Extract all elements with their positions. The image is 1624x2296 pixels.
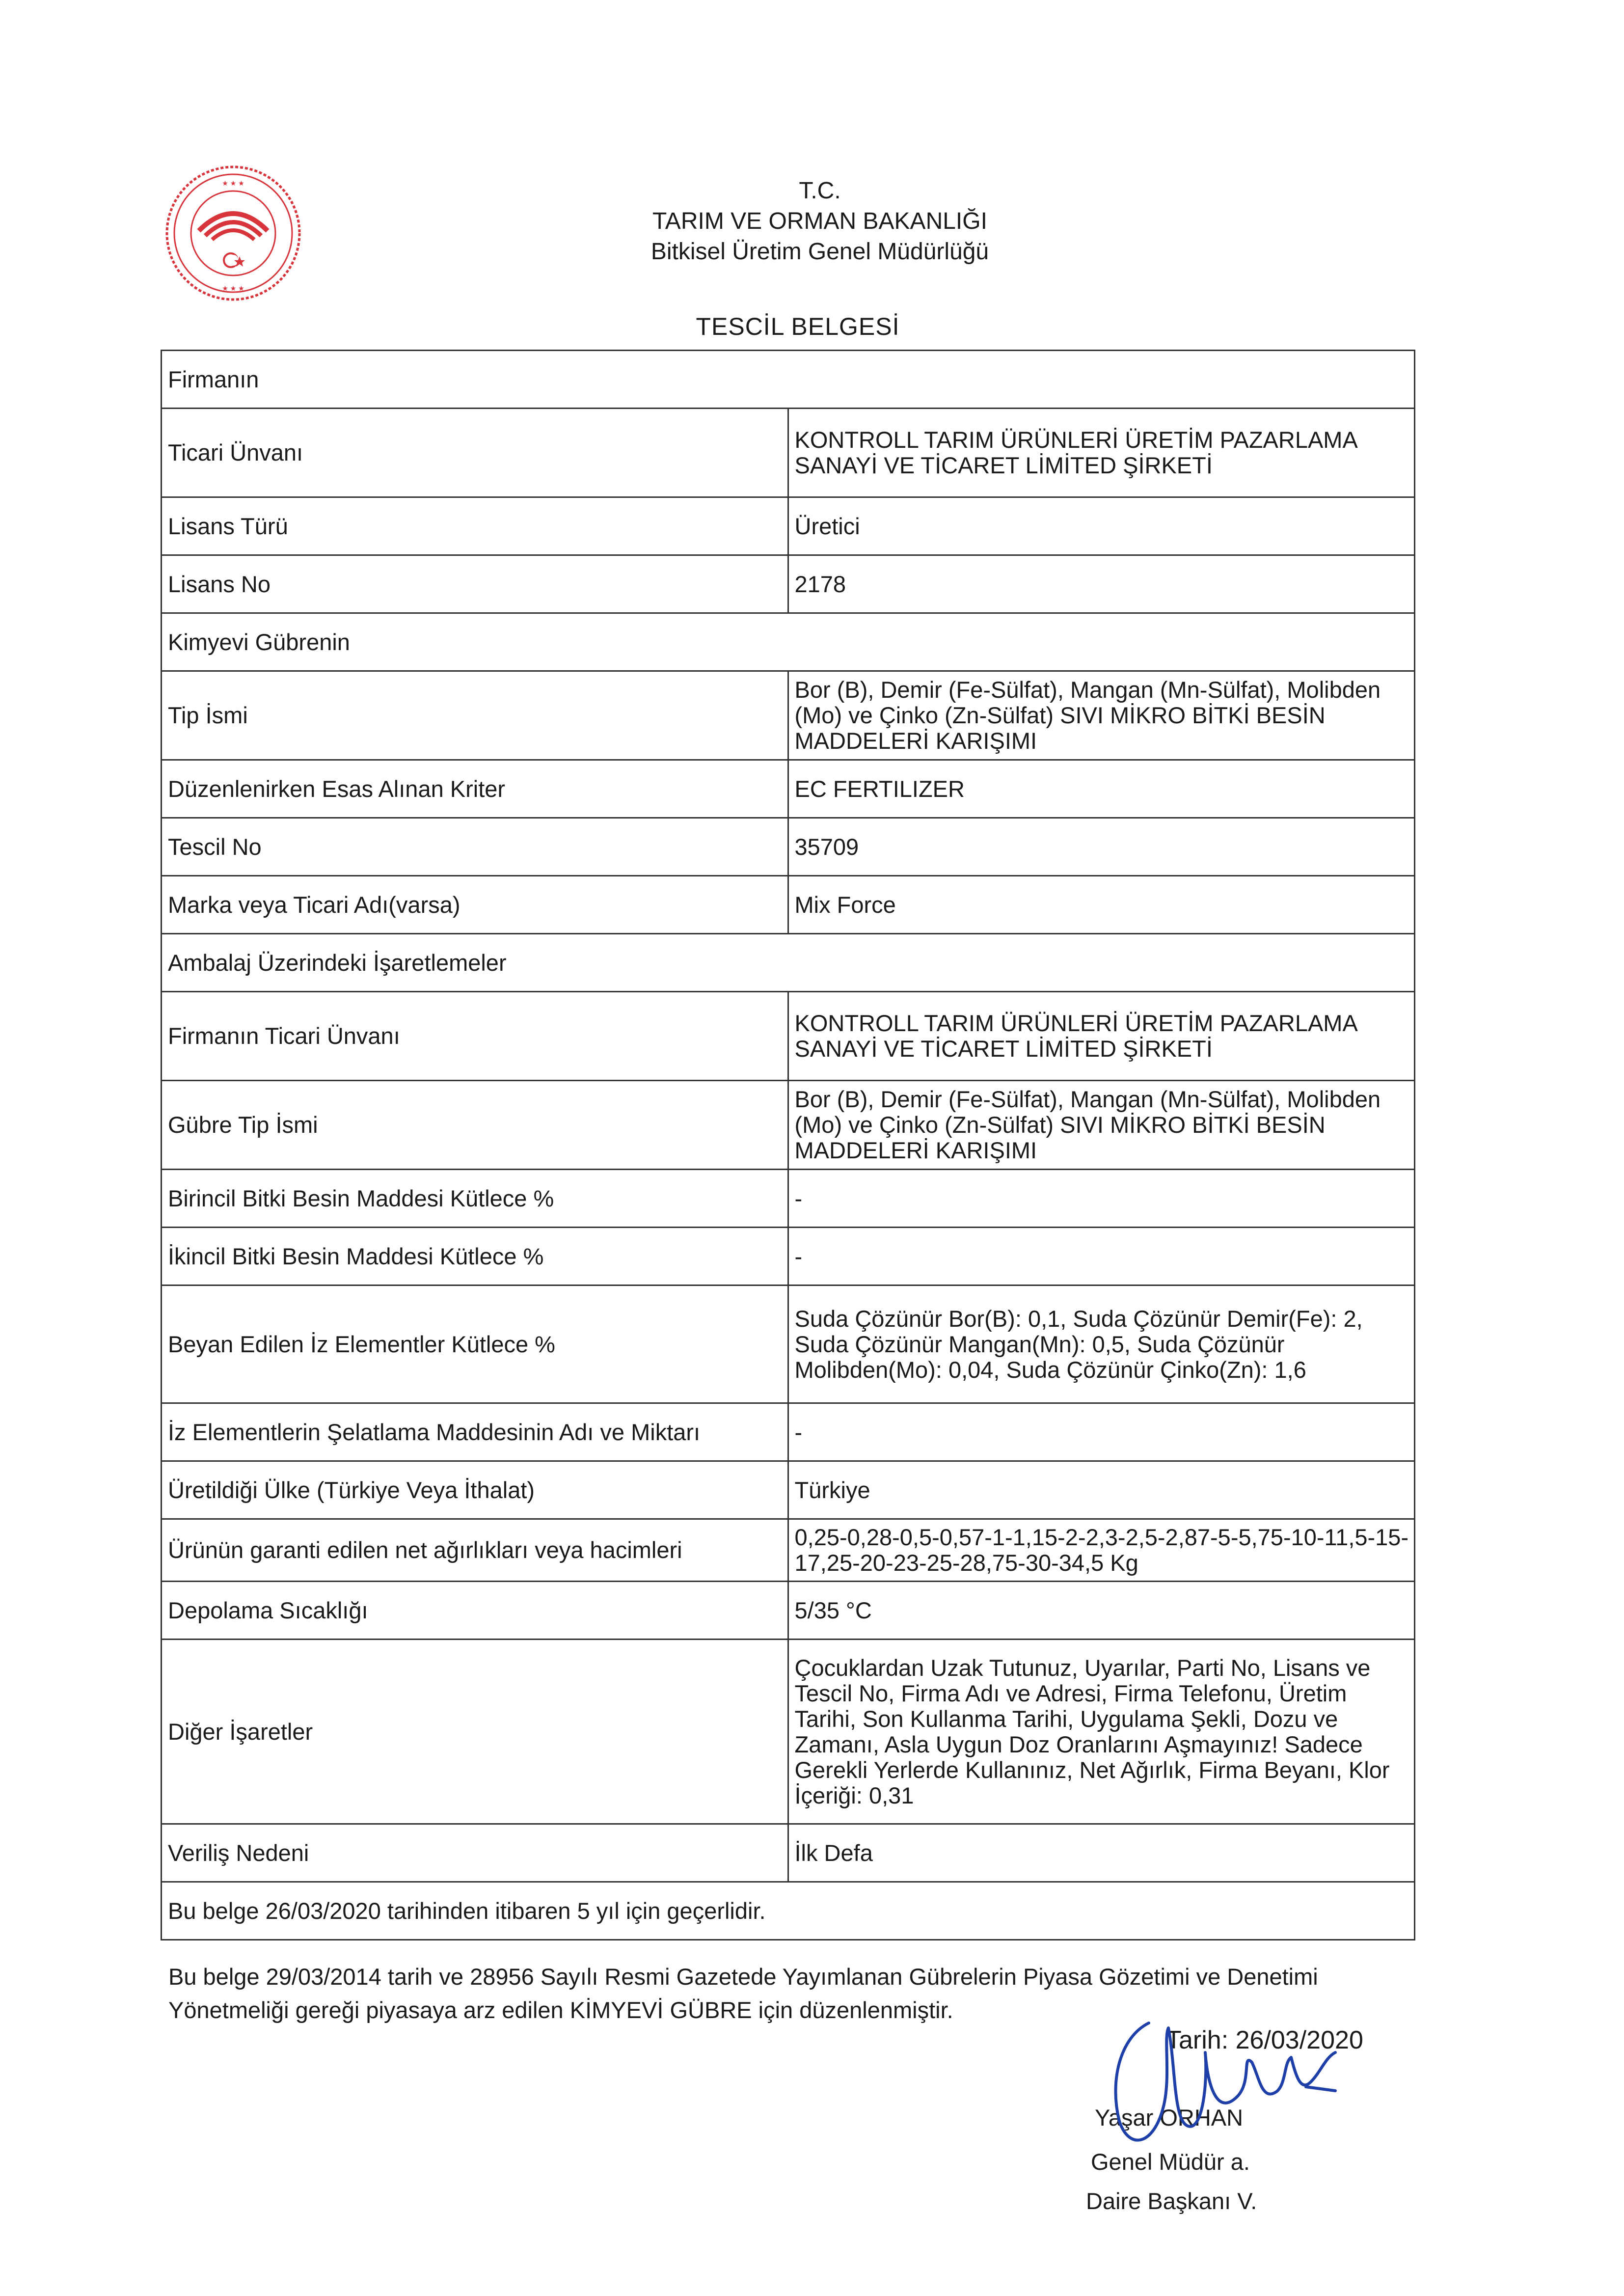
table-row	[162, 1403, 1415, 1461]
brand-label: Marka veya Ticari Adı(varsa)	[162, 876, 788, 934]
trade-name-label: Ticari Ünvanı	[162, 409, 788, 497]
chelating-value: -	[788, 1403, 1415, 1461]
table-row	[162, 1519, 1415, 1582]
storage-label: Depolama Sıcaklığı	[162, 1582, 788, 1640]
header-line-ministry: TARIM VE ORMAN BAKANLIĞI	[652, 208, 987, 234]
net-weight-label: Ürünün garanti edilen net ağırlıkları veya hacimleri	[162, 1519, 788, 1582]
footer-note: Bu belge 29/03/2014 tarih ve 28956 Sayılı Resmi Gazetede Yayımlanan Gübrelerin Piyasa Gözetimi ve Denetimi Yönetmeliği gereği piyasaya arz edilen KİMYEVİ GÜBRE için düzenlenmiştir.	[168, 1964, 1318, 2023]
table-row	[162, 497, 1415, 555]
header-line-directorate: Bitkisel Üretim Genel Müdürlüğü	[650, 239, 989, 265]
criteria-label: Düzenlenirken Esas Alınan Kriter	[162, 760, 788, 818]
table-row	[162, 613, 1415, 671]
ministry-seal-icon	[162, 162, 304, 304]
primary-nutrient-value: -	[788, 1170, 1415, 1228]
type-name-value: Bor (B), Demir (Fe-Sülfat), Mangan (Mn-Sülfat), Molibden (Mo) ve Çinko (Zn-Sülfat) SIVI MİKRO BİTKİ BESİN MADDELERİ KARIŞIMI	[788, 671, 1415, 760]
origin-label: Üretildiği Ülke (Türkiye Veya İthalat)	[162, 1461, 788, 1519]
other-markings-value: Çocuklardan Uzak Tutunuz, Uyarılar, Parti No, Lisans ve Tescil No, Firma Adı ve Adresi, Firma Telefonu, Üretim Tarihi, Son Kullanma Tarihi, Uygulama Şekli, Dozu ve Zamanı, Asla Uygun Doz Oranlarını Aşmayınız! Sadece Gerekli Yerlerde Kullanınız, Net Ağırlık, Firma Beyanı, Klor İçeriği: 0,31	[788, 1640, 1415, 1824]
signatory-title-1: Genel Müdür a.	[1091, 2149, 1250, 2175]
registration-no-value: 35709	[788, 818, 1415, 876]
signature-date: Tarih: 26/03/2020	[1166, 2026, 1363, 2054]
table-row	[162, 876, 1415, 934]
secondary-nutrient-value: -	[788, 1228, 1415, 1285]
license-no-label: Lisans No	[162, 555, 788, 613]
table-row	[162, 818, 1415, 876]
table-row	[162, 934, 1415, 992]
table-row	[162, 1170, 1415, 1228]
criteria-value: EC FERTILIZER	[788, 760, 1415, 818]
fert-type-label: Gübre Tip İsmi	[162, 1081, 788, 1170]
origin-value: Türkiye	[788, 1461, 1415, 1519]
table-row	[162, 1824, 1415, 1882]
table-row	[162, 351, 1415, 409]
net-weight-value: 0,25-0,28-0,5-0,57-1-1,15-2-2,3-2,5-2,87-5-5,75-10-11,5-15-17,25-20-23-25-28,75-30-34,5 Kg	[788, 1519, 1415, 1582]
header-line-tc: T.C.	[799, 178, 841, 204]
reason-value: İlk Defa	[788, 1824, 1415, 1882]
table-row	[162, 992, 1415, 1081]
svg-text:★ ★ ★: ★ ★ ★	[222, 284, 244, 292]
section-firm: Firmanın	[162, 351, 1415, 409]
secondary-nutrient-label: İkincil Bitki Besin Maddesi Kütlece %	[162, 1228, 788, 1285]
table-row	[162, 555, 1415, 613]
validity-note: Bu belge 26/03/2020 tarihinden itibaren 5 yıl için geçerlidir.	[162, 1882, 1415, 1940]
table-row	[162, 1640, 1415, 1824]
license-no-value: 2178	[788, 555, 1415, 613]
table-row	[162, 1081, 1415, 1170]
pkg-firm-label: Firmanın Ticari Ünvanı	[162, 992, 788, 1081]
storage-value: 5/35 °C	[788, 1582, 1415, 1640]
handwritten-signature-icon	[1090, 2008, 1345, 2156]
trace-elements-value: Suda Çözünür Bor(B): 0,1, Suda Çözünür Demir(Fe): 2, Suda Çözünür Mangan(Mn): 0,5, Suda Çözünür Molibden(Mo): 0,04, Suda Çözünür Çinko(Zn): 1,6	[788, 1285, 1415, 1403]
license-type-label: Lisans Türü	[162, 497, 788, 555]
signatory-title-2: Daire Başkanı V.	[1086, 2188, 1257, 2214]
reason-label: Veriliş Nedeni	[162, 1824, 788, 1882]
section-fertilizer: Kimyevi Gübrenin	[162, 613, 1415, 671]
chelating-label: İz Elementlerin Şelatlama Maddesinin Adı ve Miktarı	[162, 1403, 788, 1461]
table-row	[162, 1285, 1415, 1403]
signatory-name: Yaşar ORHAN	[1095, 2105, 1244, 2131]
brand-value: Mix Force	[788, 876, 1415, 934]
svg-text:★ ★ ★: ★ ★ ★	[222, 179, 244, 187]
table-row	[162, 671, 1415, 760]
trade-name-value: KONTROLL TARIM ÜRÜNLERİ ÜRETİM PAZARLAMA SANAYİ VE TİCARET LİMİTED ŞİRKETİ	[788, 409, 1415, 497]
table-row	[162, 760, 1415, 818]
table-row	[162, 1228, 1415, 1285]
document-title: TESCİL BELGESİ	[696, 313, 900, 340]
section-packaging: Ambalaj Üzerindeki İşaretlemeler	[162, 934, 1415, 992]
fert-type-value: Bor (B), Demir (Fe-Sülfat), Mangan (Mn-Sülfat), Molibden (Mo) ve Çinko (Zn-Sülfat) SIVI MİKRO BİTKİ BESİN MADDELERİ KARIŞIMI	[788, 1081, 1415, 1170]
trace-elements-label: Beyan Edilen İz Elementler Kütlece %	[162, 1285, 788, 1403]
table-row	[162, 1882, 1415, 1940]
registration-no-label: Tescil No	[162, 818, 788, 876]
table-row	[162, 1461, 1415, 1519]
pkg-firm-value: KONTROLL TARIM ÜRÜNLERİ ÜRETİM PAZARLAMA SANAYİ VE TİCARET LİMİTED ŞİRKETİ	[788, 992, 1415, 1081]
table-row	[162, 1582, 1415, 1640]
table-row	[162, 409, 1415, 497]
other-markings-label: Diğer İşaretler	[162, 1640, 788, 1824]
license-type-value: Üretici	[788, 497, 1415, 555]
primary-nutrient-label: Birincil Bitki Besin Maddesi Kütlece %	[162, 1170, 788, 1228]
registration-table	[161, 350, 1415, 1941]
type-name-label: Tip İsmi	[162, 671, 788, 760]
